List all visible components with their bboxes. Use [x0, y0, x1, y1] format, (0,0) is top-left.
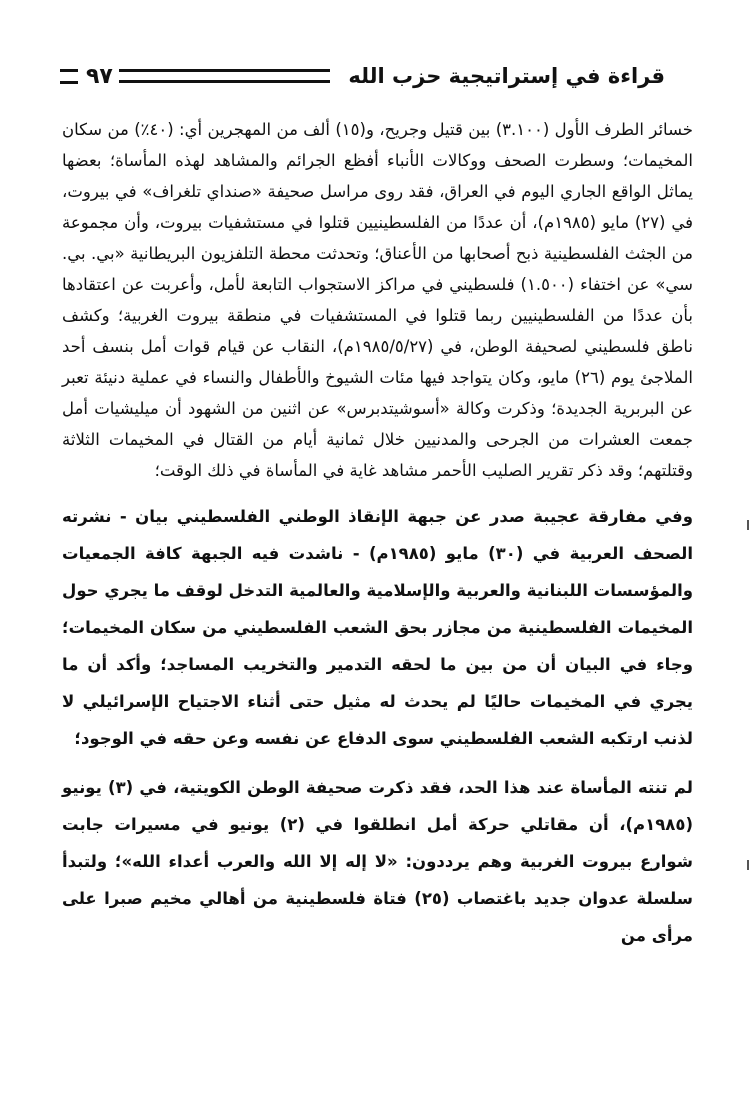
scan-edge-mark [747, 520, 749, 530]
running-header [60, 56, 665, 96]
page-number: ٩٧ [86, 63, 113, 89]
scan-edge-mark [747, 860, 749, 870]
paragraph-1: خسائر الطرف الأول (٣.١٠٠) بين قتيل وجريح، و(١٥) ألف من المهجرين أي: (٤٠٪) من سكان المخيمات؛ وسطرت الصحف ووكالات الأنباء أفظع الجرائم والمشاهد لهذه المأساة؛ بعضها يماثل الواقع الجاري اليوم في العراق، فقد روى مراسل صحيفة «صنداي تلغراف» في بيروت، في (٢٧) مايو (١٩٨٥م)، أن عددًا من الفلسطينيين قتلوا في مستشفيات بيروت، وأن مجموعة من الجثث الفلسطينية ذبح أصحابها من الأعناق؛ وتحدثت محطة التلفزيون البريطانية «بي. بي. سي» عن اختفاء (١.٥٠٠) فلسطيني في مراكز الاستجواب التابعة لأمل، وأعربت عن اعتقادها بأن عددًا من الفلسطينيين ربما قتلوا في المستشفيات في منطقة بيروت الغربية؛ وكشف ناطق فلسطيني لصحيفة الوطن، في (١٩٨٥/٥/٢٧م)، النقاب عن قيام قوات أمل بنسف أحد الملاجئ يوم (٢٦) مايو، وكان يتواجد فيها مئات الشيوخ والأطفال والنساء في عملية دنيئة تعبر عن البربرية الجديدة؛ وذكرت وكالة «أسوشيتدبرس» عن اثنين من الشهود أن ميليشيات أمل جمعت العشرات من الجرحى والمدنيين خلال ثمانية أيام من القتال في المخيمات الثلاثة وقتلتهم؛ وقد ذكر تقرير الصليب الأحمر مشاهد غاية في المأساة في ذلك الوقت؛ [62, 120, 693, 480]
paragraph-3: لم تنته المأساة عند هذا الحد، فقد ذكرت صحيفة الوطن الكويتية، في (٣) يونيو (١٩٨٥م)، أن مقاتلي حركة أمل انطلقوا في (٢) يونيو في مسيرات جابت شوارع بيروت الغربية وهم يرددون: «لا إله إلا الله والعرب أعداء الله»؛ ولتبدأ سلسلة عدوان جديد باغتصاب (٢٥) فتاة فلسطينية من أهالي مخيم صبرا على مرأى من [62, 778, 694, 945]
page-number-group [60, 64, 113, 89]
paragraph-2: وفي مفارقة عجيبة صدر عن جبهة الإنقاذ الوطني الفلسطيني بيان - نشرته الصحف العربية في (٣٠) مايو (١٩٨٥م) - ناشدت فيه الجبهة كافة الجمعيات والمؤسسات اللبنانية والعربية والإسلامية والعالمية التدخل لوقف ما يجري حول المخيمات الفلسطينية من مجازر بحق الشعب الفلسطيني من سكان المخيمات؛ وجاء في البيان أن من بين ما لحقه التدمير والتخريب المساجد؛ وأكد أن ما يجري في المخيمات حاليًا لم يحدث له مثيل حتى أثناء الاجتياح الإسرائيلي لا لذنب ارتكبه الشعب الفلسطيني سوى الدفاع عن نفسه وعن حقه في الوجود؛ [62, 507, 693, 748]
body-text [62, 114, 693, 954]
header-rule [119, 69, 330, 83]
page-number-mark [60, 69, 78, 84]
running-title: قراءة في إستراتيجية حزب الله [348, 64, 665, 88]
